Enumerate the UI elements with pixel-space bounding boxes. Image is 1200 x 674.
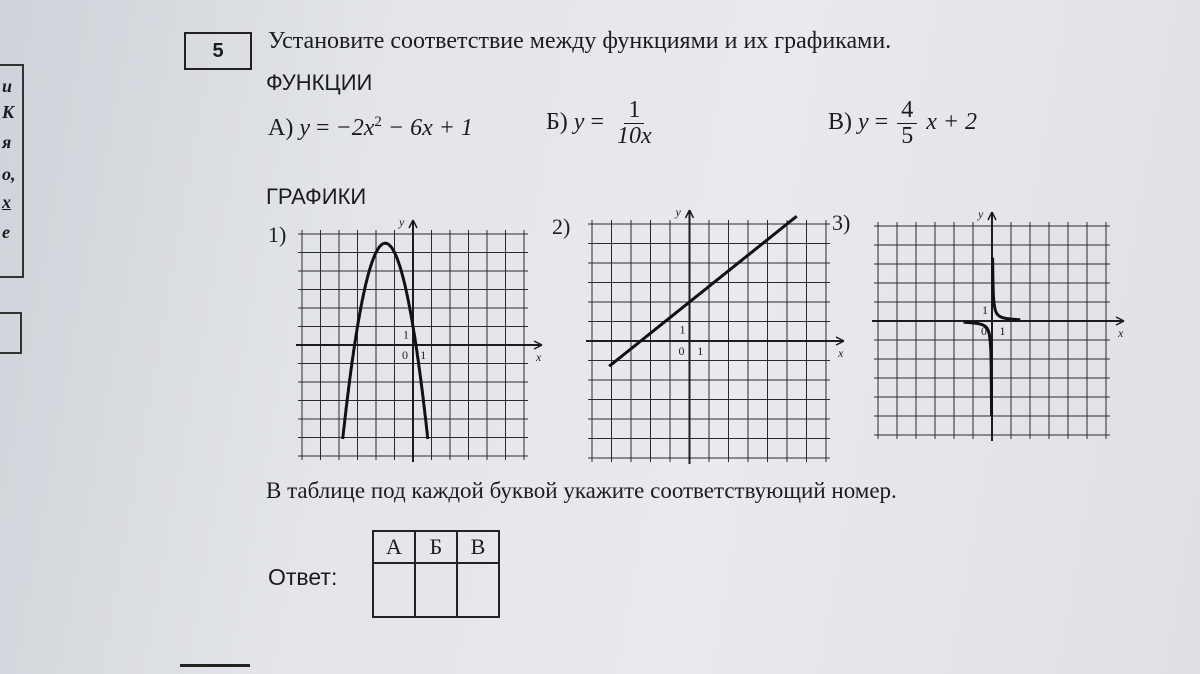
function-term: −2x bbox=[335, 115, 375, 141]
fraction-denominator: 10x bbox=[616, 123, 652, 150]
function-curve bbox=[964, 322, 992, 416]
function-letter: А) bbox=[268, 115, 294, 141]
y-axis-label: y bbox=[399, 215, 405, 229]
graphs-title: ГРАФИКИ bbox=[266, 184, 367, 209]
margin-letter: К bbox=[2, 102, 15, 122]
function-eq: = bbox=[315, 115, 330, 141]
task-instruction: Установите соответствие между функциями и их графиками. bbox=[268, 28, 892, 54]
graph-label-1: 1) bbox=[268, 222, 287, 247]
function-term: x + 2 bbox=[926, 109, 978, 136]
graph-label-3: 3) bbox=[832, 210, 851, 235]
origin-label: 0 bbox=[981, 324, 987, 338]
y-unit-label: 1 bbox=[982, 303, 988, 317]
x-axis-label: x bbox=[536, 350, 542, 364]
graph-1 bbox=[296, 215, 542, 462]
fraction-numerator: 1 bbox=[624, 98, 644, 124]
margin-letter: е bbox=[2, 222, 10, 242]
table-instruction: В таблице под каждой буквой укажите соответствующий номер. bbox=[266, 478, 897, 503]
x-unit-label: 1 bbox=[697, 344, 704, 358]
origin-label: 0 bbox=[402, 348, 408, 362]
x-unit-label: 1 bbox=[420, 348, 427, 362]
function-curve bbox=[993, 258, 1021, 320]
function-term: − 6x + 1 bbox=[387, 115, 473, 141]
answer-header-a: А bbox=[373, 531, 415, 563]
functions-title: ФУНКЦИИ bbox=[266, 70, 373, 95]
graph-label-2: 2) bbox=[552, 214, 571, 239]
function-curve bbox=[343, 243, 428, 439]
y-unit-label: 1 bbox=[403, 327, 409, 342]
function-letter: Б) bbox=[546, 109, 568, 136]
function-letter: В) bbox=[828, 109, 852, 136]
task-number-box: 5 bbox=[184, 32, 252, 70]
graph-2 bbox=[586, 205, 844, 464]
y-axis-label: y bbox=[978, 207, 984, 221]
answer-label: Ответ: bbox=[268, 564, 338, 590]
fraction-denominator: 5 bbox=[901, 123, 914, 150]
margin-letter: о, bbox=[2, 164, 16, 184]
function-y: y bbox=[299, 115, 310, 141]
y-axis-label: y bbox=[675, 205, 681, 219]
x-axis-label: x bbox=[838, 346, 844, 360]
y-unit-label: 1 bbox=[679, 322, 686, 337]
x-axis-label: x bbox=[1118, 326, 1124, 340]
margin-letter: х bbox=[2, 192, 11, 212]
divider-line bbox=[180, 664, 250, 667]
function-eq: = bbox=[874, 109, 889, 136]
margin-letter: я bbox=[2, 132, 12, 152]
origin-label: 0 bbox=[678, 344, 685, 358]
function-y: y bbox=[858, 109, 869, 136]
x-unit-label: 1 bbox=[999, 324, 1006, 338]
graph-3 bbox=[872, 207, 1124, 441]
function-eq: = bbox=[590, 109, 604, 136]
answer-cell-v[interactable] bbox=[457, 563, 499, 617]
answer-cell-a[interactable] bbox=[373, 563, 415, 617]
margin-letter: и bbox=[2, 76, 13, 96]
function-y: y bbox=[573, 109, 585, 136]
function-exponent: 2 bbox=[374, 114, 382, 130]
answer-cell-b[interactable] bbox=[415, 563, 457, 617]
answer-table bbox=[372, 530, 500, 618]
fraction-numerator: 4 bbox=[897, 98, 917, 124]
answer-header-b: Б bbox=[415, 531, 457, 563]
answer-header-v: В bbox=[457, 531, 499, 563]
